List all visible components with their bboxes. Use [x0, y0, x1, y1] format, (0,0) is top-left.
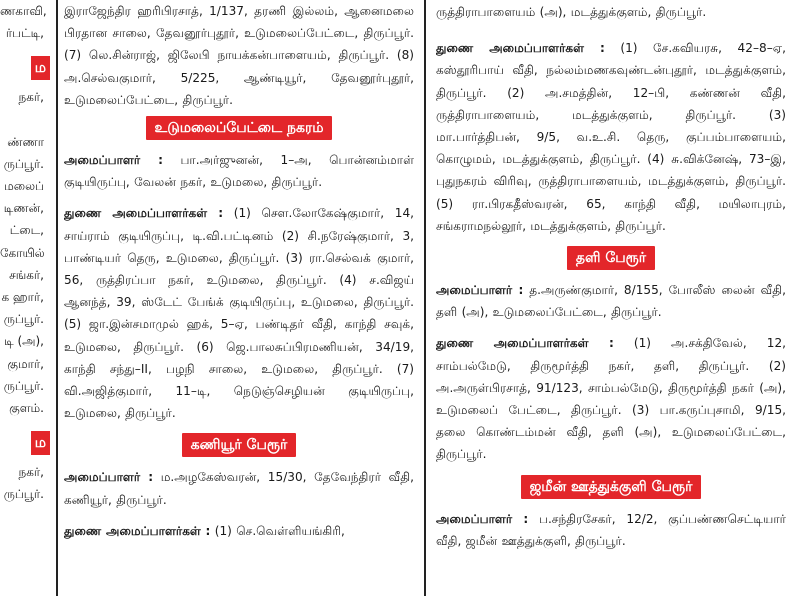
paragraph-continued: ருத்திராபாளையம் (அ), மடத்துக்குளம், திருப்பூர்.: [436, 5, 707, 19]
organizer-text: ப.சந்திரசேகர், 12/2, குப்பண்ணசெட்டியார் வீதி, ஜமீன் ஊத்துக்குளி, திருப்பூர்.: [436, 511, 786, 548]
organizer-label: அமைப்பாளர் :: [436, 283, 524, 298]
left-fragment-line: ணகாவி,: [0, 4, 47, 18]
left-fragment-line: குமார்,: [7, 356, 44, 371]
section-heading-wrap: [64, 116, 414, 142]
deputy-organizers-label: துணை அமைப்பாளர்கள் :: [64, 523, 211, 538]
section-heading-udumalaipettai-town: உடுமலைப்பேட்டை நகரம்: [146, 116, 333, 140]
left-fragment-line: க ஹார்,: [1, 290, 44, 305]
left-fragment-line: டி (அ),: [4, 334, 44, 349]
column-rule: [424, 0, 426, 596]
organizer-text: த.அருண்குமார், 8/155, போலீஸ் லைன் வீதி, தளி (அ), உடுமலைப்பேட்டை, திருப்பூர்.: [436, 283, 786, 320]
left-fragment-line: நகர்,: [18, 465, 44, 480]
left-column-fragment: [0, 0, 50, 596]
left-fragment-line: ர்பட்டி,: [5, 26, 44, 41]
left-lines-a: [0, 0, 50, 44]
organizer-paragraph: [64, 466, 414, 510]
right-column: [436, 0, 786, 596]
deputy-organizers-text: (1) அ.சக்திவேல், 12, சாம்பல்மேடு, திருமூர்த்தி நகர், தளி, திருப்பூர். (2) அ.அருள்பிரசாத், 91/123, சாம்பல்மேடு, திருமூர்த்தி நகர் (அ), உடுமலைப் பேட்டை, திருப்பூர். (3) பா.கருப்புசாமி, 9/15, தலை கொண்டம்மன் வீதி, தளி (அ), உடுமலைப்பேட்டை, திருப்பூர்.: [436, 336, 786, 462]
left-head-b-wrap: [0, 431, 50, 455]
middle-column: [64, 0, 414, 596]
left-fragment-line: [0, 109, 50, 131]
left-fragment-line: கோயில்: [0, 245, 45, 260]
deputy-organizers-text: (1) சே.கவியரசு, 42–8–ஏ, கஸ்தூரிபாய் வீதி, நல்லம்மணகவுண்டன்புதூர், மடத்துக்குளம், திருப்பூர். (2) அ.சமத்தின், 12–பி, கண்ணன் வீதி, ருத்திராபாளையம், மடத்துக்குளம், திருப்பூர். (3) மா.பார்த்திபன், 9/5, வ.உ.சி. தெரு, குப்பம்பாளையம், கொழுமம், மடத்துக்குளம், திருப்பூர். (4) சு.விக்னேஷ், 73–இ, புதுநகரம் விரிவு, ருத்திராபாளையம், மடத்துக்குளம், திருப்பூர். (5) ரா.பிரகதீஸ்வரன், 65, காந்தி வீதி, மயிலாபுரம், சங்கராமநல்லூர், மடத்துக்குளம், திருப்பூர்.: [436, 41, 786, 233]
deputy-organizers-text: (1) சௌ.லோகேஷ்குமார், 14, சாய்ராம் குடியிருப்பு, டி.வி.பட்டினம் (2) சி.நரேஷ்குமார், 3, பாண்டியர் தெரு, உடுமலை, திருப்பூர். (3) ரா.செல்வக் குமார், 56, ருத்திரப்பா நகர், உடுமலை, திருப்பூர். (4) ச.விஜய் ஆனந்த், 39, ஸ்டேட் பேங்க் குடியிருப்பு, உடுமலை, திருப்பூர். (5) ஜா.இன்சமாமுல் ஹக், 5–ஏ, பண்டிதர் வீதி, காந்தி சவுக், உடுமலை, திருப்பூர். (6) ஜெ.பாலசுப்பிரமணியன், 34/19, காந்தி சந்து–II, பழநி சாலை, உடுமலை, திருப்பூர். (7) வி.அஜித்குமார், 11–டி, நெடுஞ்செழியன் குடியிருப்பு, உடுமலை, திருப்பூர்.: [64, 206, 414, 421]
section-heading-wrap: [64, 433, 414, 459]
organizer-paragraph: [64, 149, 414, 193]
deputy-organizers-label: துணை அமைப்பாளர்கள் :: [436, 336, 614, 351]
left-head-a-wrap: [0, 56, 50, 80]
paragraph-continued: இராஜேந்திர ஹரிபிரசாத், 1/137, தரணி இல்லம், ஆனைமலை பிரதான சாலை, தேவனூர்புதூர், உடுமலைப்பேட்டை, திருப்பூர். (7) லெ.சின்ராஜ், ஜிலேபி நாயக்கன்பாளையம், திருப்பூர். (8) அ.செல்வகுமார், 5/225, ஆண்டியூர், தேவனூர்புதூர், உடுமலைப்பேட்டை, திருப்பூர்.: [64, 4, 414, 107]
organizer-text: பா.அர்ஜுனன், 1–அ, பொன்னம்மாள் குடியிருப்பு, வேலன் நகர், உடுமலை, திருப்பூர்.: [64, 153, 414, 190]
left-fragment-line: ருப்பூர்.: [3, 312, 44, 327]
organizer-label: அமைப்பாளர் :: [64, 153, 163, 168]
section-heading-jameen-oothukuli: ஜமீன் ஊத்துக்குளி பேரூர்: [521, 475, 702, 499]
organizer-label: அமைப்பாளர் :: [64, 470, 154, 485]
deputy-organizers-paragraph: [436, 332, 786, 465]
deputy-organizers-paragraph: [436, 37, 786, 237]
organizer-text: ம.அழகேஸ்வரன், 15/30, தேவேந்திரர் வீதி, கணியூர், திருப்பூர்.: [64, 470, 414, 507]
left-fragment-line: ருப்பூர்.: [3, 156, 44, 171]
spacer: [64, 511, 414, 520]
deputy-organizers-paragraph: [64, 520, 414, 542]
left-fragment-line: நகர்,: [18, 90, 44, 105]
left-fragment-line: ருப்பூர்.: [3, 487, 44, 502]
organizer-paragraph: [436, 508, 786, 552]
left-section-heading: ம: [31, 56, 50, 80]
section-heading-wrap: [436, 475, 786, 501]
left-lines-c: [0, 461, 50, 505]
left-fragment-line: குளம்.: [9, 401, 44, 416]
spacer: [64, 193, 414, 202]
left-fragment-line: சங்கர்,: [9, 267, 44, 282]
left-fragment-line: ண்ணா: [7, 134, 44, 149]
organizer-paragraph: [436, 279, 786, 323]
left-section-heading: ம: [31, 431, 50, 455]
section-heading-thali: தளி பேரூர்: [567, 246, 655, 270]
deputy-organizers-label: துணை அமைப்பாளர்கள் :: [64, 206, 224, 221]
column-rule: [56, 0, 58, 596]
spacer: [436, 323, 786, 332]
organizer-label: அமைப்பாளர் :: [436, 511, 529, 526]
left-fragment-line: டிணன்,: [3, 201, 44, 216]
left-fragment-line: ட்டை,: [9, 223, 44, 238]
spacer: [436, 23, 786, 37]
section-heading-wrap: [436, 246, 786, 272]
left-fragment-line: மலைப்: [4, 179, 44, 194]
left-lines-b: [0, 86, 50, 419]
section-heading-kaniyur: கணியூர் பேரூர்: [182, 433, 297, 457]
deputy-organizers-paragraph: [64, 202, 414, 424]
deputy-organizers-label: துணை அமைப்பாளர்கள் :: [436, 41, 605, 56]
left-fragment-line: ருப்பூர்.: [3, 378, 44, 393]
deputy-organizers-text: (1) செ.வெள்ளியங்கிரி,: [210, 523, 345, 538]
